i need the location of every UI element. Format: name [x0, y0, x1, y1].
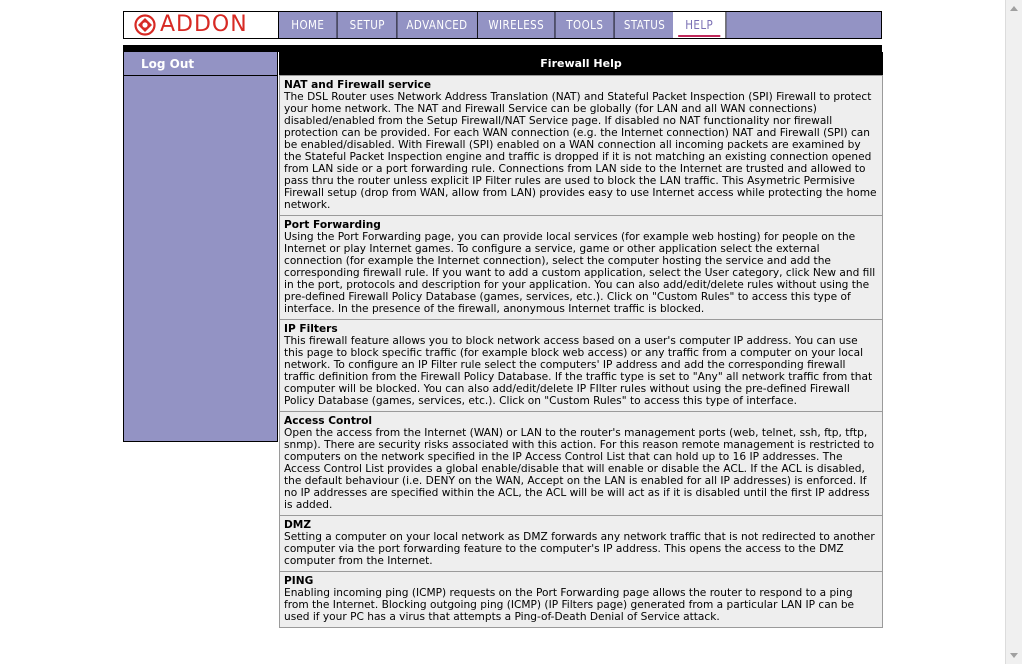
tab-help[interactable]: HELP [673, 12, 726, 38]
help-section-dmz [279, 516, 883, 572]
tab-setup[interactable]: SETUP [338, 12, 397, 38]
tab-status[interactable]: STATUS [614, 12, 676, 38]
section-title: PING [284, 575, 314, 587]
section-title: NAT and Firewall service [284, 79, 431, 91]
tab-advanced[interactable]: ADVANCED [397, 12, 478, 38]
page-title: Firewall Help [279, 52, 883, 75]
help-section-ip-filters [279, 320, 883, 412]
vertical-scrollbar[interactable] [1005, 0, 1022, 664]
section-title: IP Filters [284, 323, 338, 335]
tab-wireless[interactable]: WIRELESS [478, 12, 555, 38]
logo [124, 12, 279, 38]
header-bar [123, 11, 882, 39]
scroll-down-arrow-icon[interactable] [1010, 653, 1018, 658]
sidebar [123, 52, 278, 442]
scroll-up-arrow-icon[interactable] [1010, 6, 1018, 11]
help-section-nat-firewall [279, 75, 883, 216]
header-divider [123, 45, 882, 52]
section-body: Setting a computer on your local network as DMZ forwards any network traffic that is not redirected to another computer via the port forwarding feature to the computer's IP address. This opens the access to the DMZ computer from the Internet. [284, 531, 875, 567]
section-body: This firewall feature allows you to block network access based on a user's computer IP address. You can use this page to block specific traffic (for example block web access) or any traffic from a computer on your local network. To configure an IP Filter rule select the computers' IP address and add the corresponding firewall traffic definition from the Firewall Policy Database. If the traffic type is set to "Any" all network traffic from that computer will be blocked. You can also add/edit/delete IP FIlter rules without using the pre-defined Firewall Policy Database (games, services, etc.). Click on "Custom Rules" to access this type of interface. [284, 335, 873, 407]
logout-link[interactable]: Log Out [124, 52, 277, 76]
section-title: Port Forwarding [284, 219, 381, 231]
help-section-port-forwarding [279, 216, 883, 320]
tab-tools[interactable]: TOOLS [556, 12, 614, 38]
help-section-access-control [279, 412, 883, 516]
section-title: Access Control [284, 415, 373, 427]
logo-text: ADDON [160, 12, 248, 37]
section-body: Enabling incoming ping (ICMP) requests on the Port Forwarding page allows the router to respond to a ping from the Internet. Blocking outgoing ping (ICMP) (IP Filters page) generated from a particular LAN IP can be used if your PC has a virus that attempts a Ping-of-Death Denial of Service attack. [284, 587, 855, 623]
main-content [279, 52, 883, 628]
addon-logo-icon [134, 14, 156, 36]
section-body: Using the Port Forwarding page, you can provide local services (for example web hosting) for people on the Internet or play Internet games. To configure a service, game or other application select the external connection (for example the Internet connection), select the computer hosting the service and add the corresponding firewall rule. If you want to add a custom application, select the User category, click New and fill in the port, protocols and description for your application. You can also add/edit/delete rules without using the pre-defined Firewall Policy Database (games, services, etc.). Click on "Custom Rules" to access this type of interface. In the presence of the firewall, anonymous Internet traffic is blocked. [284, 231, 876, 315]
help-section-ping [279, 572, 883, 628]
section-body: Open the access from the Internet (WAN) or LAN to the router's management ports (web, telnet, ssh, ftp, tftp, snmp). There are security risks associated with this action. For this reason remote management is restricted to computers on the network specified in the IP Access Control List that can hold up to 16 IP addresses. The Access Control List provides a global enable/disable that will enable or disable the ACL. If the ACL is disabled, the default behaviour (i.e. DENY on the WAN, Accept on the LAN is enabled for all IP addresses) is enforced. If no IP addresses are specified within the ACL, the ACL will be will act as if it is disabled until the first IP address is added. [284, 427, 875, 511]
section-title: DMZ [284, 519, 312, 531]
section-body: The DSL Router uses Network Address Translation (NAT) and Stateful Packet Inspection (SPI) Firewall to protect your home network. The NAT and Firewall Service can be globally (for LAN and all WAN connections) disabled/enabled from the Setup Firewall/NAT Service page. If disabled no NAT functionality nor firewall protection can be provided. For each WAN connection (e.g. the Internet connection) NAT and Firewall (SPI) can be enabled/disabled. With Firewall (SPI) enabled on a WAN connection all incoming packets are examined by the Stateful Packet Inspection engine and traffic is dropped if it is not matching an existing connection opened from LAN side or a port forwarding rule. Connections from LAN side to the Internet are trusted and allowed to pass thru the router unless explicit IP Filter rules are used to block the LAN traffic. This Asymetric Permisive Firewall setup (drop from WAN, allow from LAN) provides easy to use Internet access while protecting the home network. [284, 91, 877, 211]
tab-home[interactable]: HOME [279, 12, 337, 38]
